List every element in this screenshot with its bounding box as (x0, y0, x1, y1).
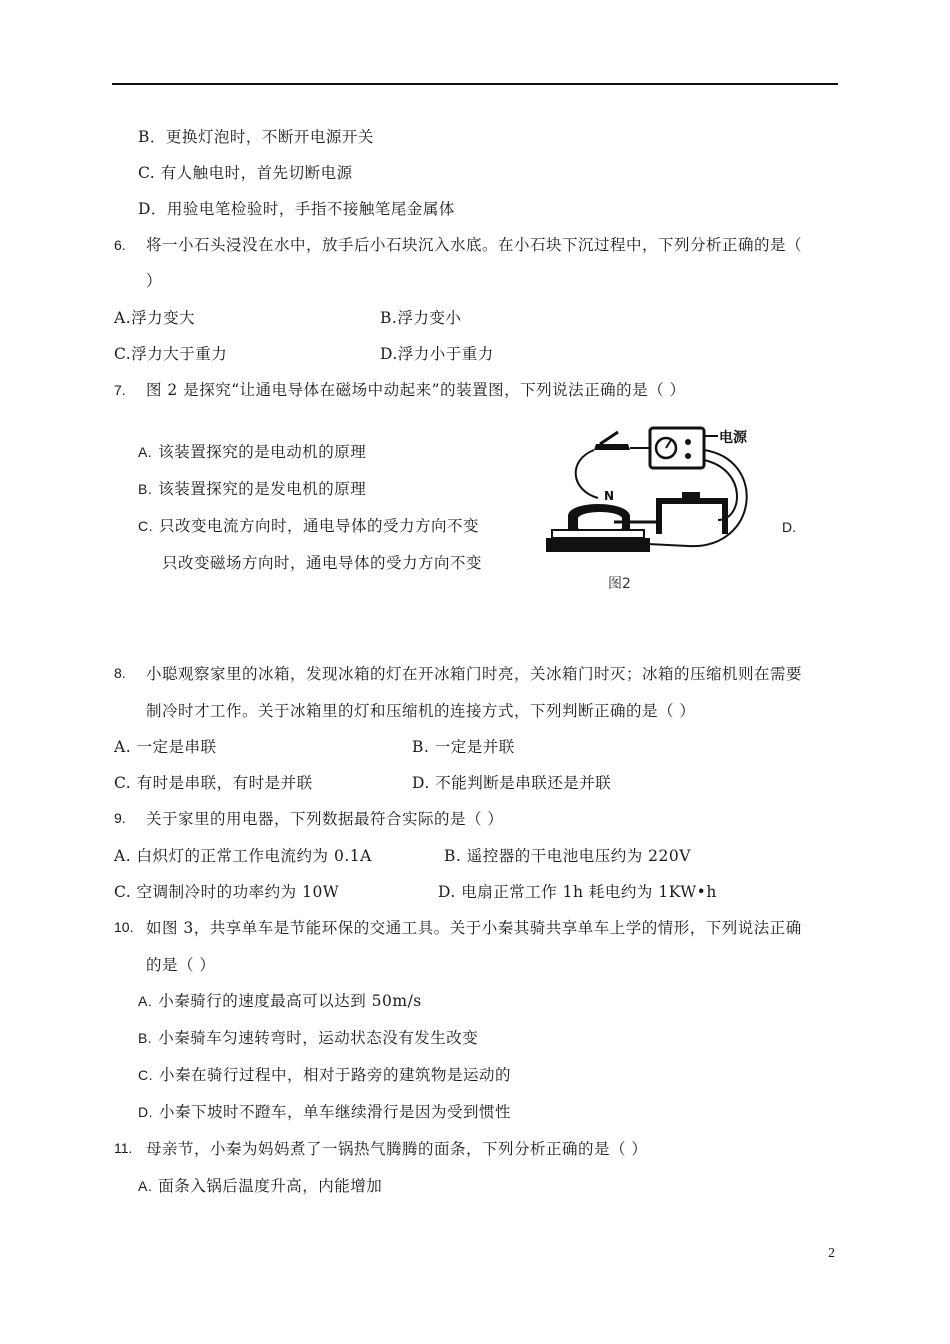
page-number: 2 (828, 1246, 835, 1261)
q8-option-b: B. 一定是并联 (412, 738, 515, 756)
q8-option-a: A. 一定是串联 (114, 738, 217, 756)
header-rule (112, 83, 838, 85)
q7-option-d-label: D. (782, 519, 796, 535)
q7-option-c-text: 只改变电流方向时，通电导体的受力方向不变 (159, 517, 480, 535)
q7-option-b-text: 该装置探究的是发电机的原理 (158, 480, 367, 498)
q6-option-b: B.浮力变小 (380, 309, 462, 327)
q7-option-b-label: B. (138, 481, 153, 497)
q7-option-c (138, 516, 479, 536)
q5-option-b: B．更换灯泡时，不断开电源开关 (138, 128, 374, 146)
q10-option-b-label: B. (138, 1030, 153, 1046)
q5-option-d: D．用验电笔检验时，手指不接触笔尾金属体 (138, 200, 455, 218)
q10-option-c-text: 小秦在骑行过程中，相对于路旁的建筑物是运动的 (159, 1066, 512, 1084)
q10-stem-line2: 的是（ ） (146, 956, 216, 974)
q10-stem-line1: 如图 3，共享单车是节能环保的交通工具。关于小秦其骑共享单车上学的情形，下列说法正确 (146, 919, 802, 937)
q11-option-a-text: 面条入锅后温度升高，内能增加 (158, 1177, 383, 1195)
q9-stem: 关于家里的用电器，下列数据最符合实际的是（ ） (146, 810, 504, 828)
q11-option-a (138, 1176, 382, 1196)
q10-option-d (138, 1102, 511, 1122)
q10-option-b-text: 小秦骑车匀速转弯时，运动状态没有发生改变 (158, 1029, 479, 1047)
figure-2-apparatus (538, 420, 770, 600)
figure-power-label: 电源 (719, 430, 747, 446)
q8-number: 8. (114, 665, 126, 681)
q6-option-d: D.浮力小于重力 (380, 345, 494, 363)
q5-option-c: C. 有人触电时，首先切断电源 (138, 164, 353, 182)
q10-option-a-text: 小秦骑行的速度最高可以达到 50m/s (158, 992, 422, 1010)
q8-option-d: D. 不能判断是串联还是并联 (412, 774, 612, 792)
q10-option-b (138, 1028, 478, 1048)
q7-number: 7. (114, 382, 126, 398)
q9-number: 9. (114, 810, 126, 826)
q10-number: 10. (114, 919, 134, 935)
q7-option-a-text: 该装置探究的是电动机的原理 (158, 443, 367, 461)
q10-option-a (138, 991, 422, 1011)
q9-option-b: B. 遥控器的干电池电压约为 220V (444, 847, 691, 865)
q8-stem-line1: 小聪观察家里的冰箱，发现冰箱的灯在开冰箱门时亮，关冰箱门时灭；冰箱的压缩机则在需要 (146, 665, 803, 683)
q7-option-a (138, 442, 366, 462)
q7-stem: 图 2 是探究“让通电导体在磁场中动起来”的装置图，下列说法正确的是（ ） (146, 381, 686, 399)
q10-option-d-text: 小秦下坡时不蹬车，单车继续滑行是因为受到惯性 (159, 1103, 512, 1121)
q7-option-d-text: 只改变磁场方向时，通电导体的受力方向不变 (162, 554, 483, 572)
q10-option-c (138, 1065, 511, 1085)
figure-caption: 图2 (608, 576, 631, 592)
q11-option-a-label: A. (138, 1178, 153, 1194)
q10-option-d-label: D. (138, 1104, 153, 1120)
q6-option-c: C.浮力大于重力 (114, 345, 228, 363)
q9-option-c: C. 空调制冷时的功率约为 10W (114, 883, 340, 901)
q6-stem-line2: ） (146, 272, 163, 290)
q8-stem-line2: 制冷时才工作。关于冰箱里的灯和压缩机的连接方式，下列判断正确的是（ ） (146, 702, 696, 720)
switch (594, 444, 630, 450)
q9-option-d: D. 电扇正常工作 1h 耗电约为 1KW•h (438, 883, 717, 901)
q6-option-a: A.浮力变大 (114, 309, 196, 327)
q10-option-c-label: C. (138, 1067, 153, 1083)
q6-stem-line1: 将一小石头浸没在水中，放手后小石块沉入水底。在小石块下沉过程中，下列分析正确的是（ (146, 236, 803, 254)
q6-number: 6. (114, 237, 126, 253)
q10-option-a-label: A. (138, 993, 153, 1009)
q11-number: 11. (114, 1140, 133, 1156)
q7-option-b (138, 479, 366, 499)
q8-option-c: C. 有时是串联，有时是并联 (114, 774, 313, 792)
figure-magnet-label: N (604, 489, 615, 503)
figure-2-drawing (538, 420, 770, 600)
q7-option-c-label: C. (138, 518, 153, 534)
q9-option-a: A. 白炽灯的正常工作电流约为 0.1A (114, 847, 372, 865)
q11-stem: 母亲节，小秦为妈妈煮了一锅热气腾腾的面条，下列分析正确的是（ ） (146, 1140, 648, 1158)
q7-option-a-label: A. (138, 444, 153, 460)
